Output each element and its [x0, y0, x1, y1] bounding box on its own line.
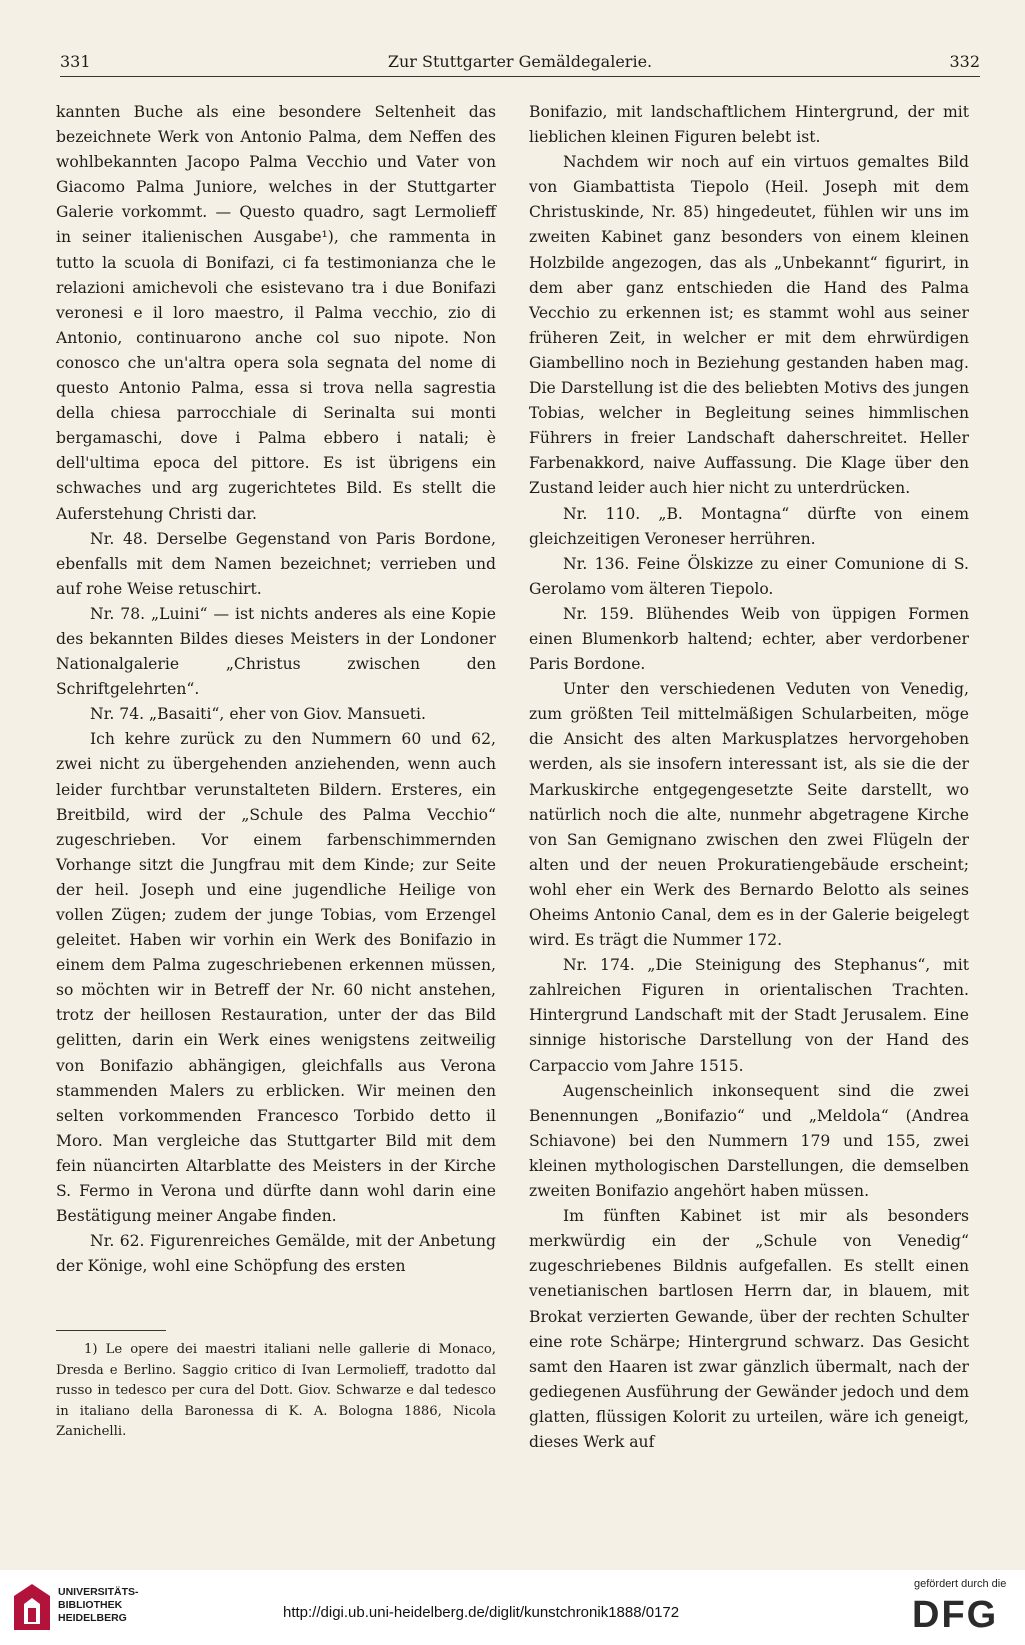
paragraph: Im fünften Kabinet ist mir als besonders merkwürdig ein der „Schule von Venedig“ zugeschriebenes Bildnis aufgefallen. Es stellt einen venetianischen bartlosen Herrn dar, in blauem, mit Brokat verzierten Gewande, über der rechten Schulter eine rote Schärpe; Hintergrund schwarz. Das Gesicht samt den Haaren ist zwar gänzlich übermalt, nach der gediegenen Ausführung der Gewänder jedoch und dem glatten, flüssigen Kolorit zu urteilen, wäre ich geneigt, dieses Werk auf	[529, 1207, 969, 1451]
dfg-logo: DFG	[912, 1594, 999, 1636]
footnote: 1) Le opere dei maestri italiani nelle gallerie di Monaco, Dresda e Berlino. Saggio critico di Ivan Lermolieff, tradotto dal russo in tedesco per cura del Dott. Giov. Schwarze e dal tedesco in italiano della Baronessa di K. A. Bologna 1886, Nicola Zanichelli.	[56, 1342, 496, 1439]
running-title: Zur Stuttgarter Gemäldegalerie.	[387, 52, 653, 71]
page-number-left: 331	[60, 52, 91, 71]
left-column	[56, 100, 496, 1279]
permalink-url[interactable]: http://digi.ub.uni-heidelberg.de/diglit/kunstchronik1888/0172	[283, 1604, 680, 1621]
paragraph: Unter den verschiedenen Veduten von Venedig, zum größten Teil mittelmäßigen Schularbeiten, möge die Ansicht des alten Markusplatzes hervorgehoben werden, als sie insofern interessant ist, als sie die der Markuskirche entgegengesetzte Seite darstellt, wo natürlich noch die alte, nunmehr abgetragene Kirche von San Gemignano zwischen den zwei Flügeln der alten und der neuen Prokuratiengebäude erscheint; wohl eher ein Werk des Bernardo Belotto als seines Oheims Antonio Canal, dem es in der Galerie beigelegt wird. Es trägt die Nummer 172.	[529, 680, 969, 950]
header-rule	[60, 76, 980, 77]
library-name-line: BIBLIOTHEK	[58, 1599, 123, 1611]
paragraph: Nr. 48. Derselbe Gegenstand von Paris Bordone, ebenfalls mit dem Namen bezeichnet; verrieben und auf rohe Weise retuschirt.	[56, 529, 496, 598]
footnote-rule	[56, 1330, 166, 1331]
paragraph: Nr. 174. „Die Steinigung des Stephanus“, mit zahlreichen Figuren in orientalischen Trachten. Hintergrund Landschaft mit der Stadt Jerusalem. Eine sinnige historische Darstellung von der Hand des Carpaccio vom Jahre 1515.	[529, 956, 969, 1075]
university-library-logo-icon	[12, 1582, 52, 1632]
paragraph: Augenscheinlich inkonsequent sind die zwei Benennungen „Bonifazio“ und „Meldola“ (Andrea Schiavone) bei den Nummern 179 und 155, zwei kleinen mythologischen Darstellungen, die demselben zweiten Bonifazio angehört haben müssen.	[529, 1081, 969, 1201]
library-name-line: UNIVERSITÄTS-	[58, 1586, 139, 1598]
paragraph: Nachdem wir noch auf ein virtuos gemaltes Bild von Giambattista Tiepolo (Heil. Joseph mit dem Christuskinde, Nr. 85) hingedeutet, fühlen wir uns im zweiten Kabinet ganz besonders von einem kleinen Holzbilde angezogen, das als „Unbekannt“ figurirt, in dem aber ganz entschieden die Hand des Palma Vecchio zu erkennen ist; es stammt wohl aus seiner früheren Zeit, in welcher er mit dem ehrwürdigen Giambellino noch in Beziehung gestanden haben mag. Die Darstellung ist die des beliebten Motivs des jungen Tobias, welcher in Begleitung seines himmlischen Führers in freier Landschaft daherschreitet. Heller Farbenakkord, naive Auffassung. Die Klage über den Zustand leider auch hier nicht zu unterdrücken.	[529, 153, 969, 498]
paragraph: Ich kehre zurück zu den Nummern 60 und 62, zwei nicht zu übergehenden anziehenden, wenn auch leider furchtbar verunstalteten Bildern. Ersteres, ein Breitbild, wird der „Schule des Palma Vecchio“ zugeschrieben. Vor einem farbenschimmernden Vorhange sitzt die Jungfrau mit dem Kinde; zur Seite der heil. Joseph und eine jugendliche Heilige von vollen Zügen; zudem der junge Tobias, vom Erzengel geleitet. Haben wir vorhin ein Werk des Bonifazio in einem dem Palma zugeschriebenen erkennen müssen, so möchten wir in Betreff der Nr. 60 nicht anstehen, trotz der heillosen Restauration, unter der das Bild gelitten, darin ein Werk eines wenigstens zeitweilig von Bonifazio abhängigen, gleichfalls aus Verona stammenden Malers zu erblicken. Wir meinen den selten vorkommenden Francesco Torbido detto il Moro. Man vergleiche das Stuttgarter Bild mit dem fein nüancirten Altarblatte des Meisters in der Kirche S. Fermo in Verona und dürfte dann wohl darin eine Bestätigung meiner Angabe finden.	[56, 730, 496, 1226]
running-header	[60, 50, 980, 76]
paragraph: Nr. 62. Figurenreiches Gemälde, mit der Anbetung der Könige, wohl eine Schöpfung des ersten	[56, 1232, 496, 1276]
right-column	[529, 100, 969, 1455]
paragraph: Nr. 159. Blühendes Weib von üppigen Formen einen Blumenkorb haltend; echter, aber verdorbener Paris Bordone.	[529, 604, 969, 674]
paragraph: Nr. 74. „Basaiti“, eher von Giov. Mansueti.	[90, 705, 426, 724]
page-number-right: 332	[949, 52, 980, 71]
digitization-footer	[0, 1570, 1025, 1645]
paragraph: kannten Buche als eine besondere Seltenheit das bezeichnete Werk von Antonio Palma, dem Neffen des wohlbekannten Jacopo Palma Vecchio und Vater von Giacomo Palma Juniore, welches in der Stuttgarter Galerie vorkommt. — Questo quadro, sagt Lermolieff in seiner italienischen Ausgabe¹), che rammenta in tutto la scuola di Bonifazi, ci fa testimonianza che le relazioni amichevoli che esistevano tra i due Bonifazi veronesi e il loro maestro, il Palma vecchio, zio di Antonio, continuarono anche col suo nipote. Non conosco che un'altra opera sola segnata del nome di questo Antonio Palma, essa si trova nella sagrestia della chiesa parrocchiale di Serinalta sui monti bergamaschi, dove i Palma ebbero i natali; è dell'ultima epoca del pittore. Es ist übrigens ein schwaches und arg zugerichtetes Bild. Es stellt die Auferstehung Christi dar.	[56, 103, 496, 523]
paragraph: Bonifazio, mit landschaftlichem Hintergrund, der mit lieblichen kleinen Figuren belebt ist.	[529, 103, 969, 147]
paragraph: Nr. 78. „Luini“ — ist nichts anderes als eine Kopie des bekannten Bildes dieses Meisters in der Londoner Nationalgalerie „Christus zwischen den Schriftgelehrten“.	[56, 604, 496, 699]
funding-note: gefördert durch die	[914, 1578, 1007, 1590]
library-name	[58, 1586, 139, 1625]
paragraph: Nr. 110. „B. Montagna“ dürfte von einem gleichzeitigen Veroneser herrühren.	[529, 504, 969, 548]
library-name-line: HEIDELBERG	[58, 1612, 127, 1624]
paragraph: Nr. 136. Feine Ölskizze zu einer Comunione di S. Gerolamo vom älteren Tiepolo.	[529, 554, 969, 598]
